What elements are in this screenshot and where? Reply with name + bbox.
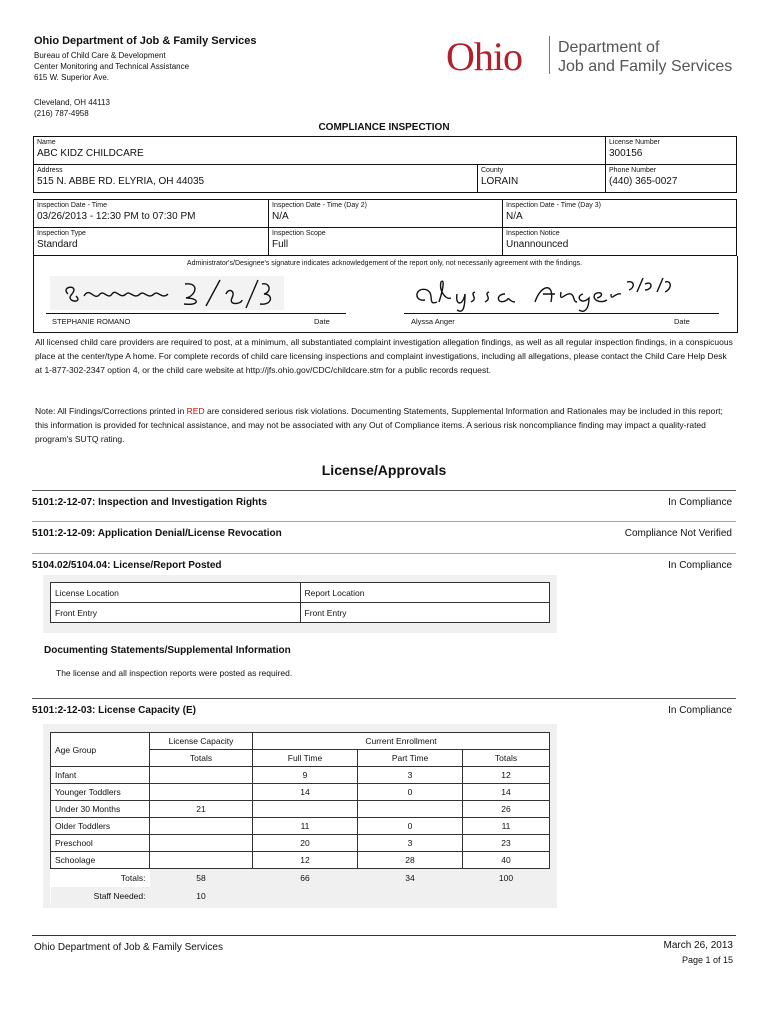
table-header: Full Time — [253, 750, 358, 767]
note-text-post: are considered serious risk violations. Documenting Statements, Supplemental Information and Rationales may be included in this report; this information is provided for technical assistance, and may not be associated with any Out of Compliance items. A serious risk noncompliance finding may impact a quality-rated program's SUTQ rating. — [35, 406, 723, 444]
table-header: Age Group — [51, 733, 150, 767]
table-cell: 11 — [253, 818, 358, 835]
table-header: Report Location — [300, 583, 550, 603]
facility-county: LORAIN — [481, 176, 519, 187]
header-line-2: Center Monitoring and Technical Assistance — [34, 62, 190, 71]
signature-anger — [405, 272, 680, 316]
note-text-pre: Note: All Findings/Corrections printed in — [35, 406, 187, 416]
document-title: COMPLIANCE INSPECTION — [318, 122, 450, 133]
rule-divider — [32, 698, 736, 699]
inspection-notice: Unannounced — [506, 239, 569, 250]
signature-romano — [50, 272, 290, 316]
logo-dept-line-1: Department of — [558, 39, 660, 56]
table-row — [51, 784, 550, 801]
totals-row — [51, 869, 550, 888]
acknowledgement-text: Administrator's/Designee's signature indicates acknowledgement of the report only, not necessarily agreement with the findings. — [186, 260, 583, 267]
table-header: License Location — [51, 583, 301, 603]
inspection-scope: Full — [272, 239, 289, 250]
signature-line-2 — [404, 313, 719, 314]
table-header: Part Time — [358, 750, 463, 767]
table-row — [51, 767, 550, 784]
facility-name: ABC KIDZ CHILDCARE — [37, 148, 144, 159]
header-phone: (216) 787-4958 — [34, 109, 89, 118]
page-number: Page 1 of 15 — [681, 955, 733, 965]
rule-status: In Compliance — [668, 497, 732, 508]
table-cell: Front Entry — [51, 603, 301, 623]
facility-address: 515 N. ABBE RD. ELYRIA, OH 44035 — [37, 176, 205, 187]
table-cell: 3 — [358, 767, 463, 784]
table-cell: 11 — [463, 818, 550, 835]
rule-status: In Compliance — [668, 705, 732, 716]
table-cell: 12 — [253, 852, 358, 869]
table-header: Current Enrollment — [253, 733, 550, 750]
table-row — [51, 852, 550, 869]
inspection-date: 03/26/2013 - 12:30 PM to 07:30 PM — [37, 211, 196, 222]
inspection-date3-cell — [503, 200, 737, 228]
table-cell: 14 — [463, 784, 550, 801]
license-number-cell — [606, 137, 737, 165]
signer-1-name: STEPHANIE ROMANO — [52, 317, 131, 326]
rule-status: In Compliance — [668, 560, 732, 571]
address-label: Address — [37, 167, 63, 174]
name-label: Name — [37, 139, 56, 146]
agency-title: Ohio Department of Job & Family Services — [34, 35, 257, 47]
table-cell: Front Entry — [300, 603, 550, 623]
table-cell: 0 — [358, 784, 463, 801]
table-cell: 21 — [150, 801, 253, 818]
inspection-type: Standard — [37, 239, 78, 250]
inspection-notice-cell — [503, 228, 737, 256]
logo-ohio-wordmark: Ohio — [446, 34, 522, 79]
county-label: County — [481, 167, 504, 174]
phone-cell — [606, 165, 737, 193]
table-cell — [253, 887, 358, 905]
documenting-statements-title: Documenting Statements/Supplemental Information — [44, 645, 291, 656]
table-cell: Under 30 Months — [51, 801, 150, 818]
license-label: License Number — [609, 139, 660, 146]
table-cell — [358, 801, 463, 818]
table-header: Totals — [463, 750, 550, 767]
logo-divider — [549, 36, 550, 74]
table-header: License Capacity — [150, 733, 253, 750]
license-number: 300156 — [609, 148, 643, 159]
footer-divider — [32, 935, 736, 936]
facility-table — [33, 136, 737, 193]
table-cell: 23 — [463, 835, 550, 852]
table-cell: 26 — [463, 801, 550, 818]
table-cell — [358, 887, 463, 905]
inspection-date3: N/A — [506, 211, 523, 222]
inspection-date2-label: Inspection Date - Time (Day 2) — [272, 202, 367, 209]
footer-agency: Ohio Department of Job & Family Services — [34, 942, 223, 953]
signer-2-date-label: Date — [674, 317, 690, 326]
table-cell: 100 — [463, 869, 550, 888]
documenting-statements-text: The license and all inspection reports were posted as required. — [56, 668, 293, 678]
table-cell: 3 — [358, 835, 463, 852]
posted-table — [50, 582, 550, 623]
rule-name: 5104.02/5104.04: License/Report Posted — [32, 560, 222, 571]
signer-1-date-label: Date — [314, 317, 330, 326]
signer-2-name: Alyssa Anger — [411, 317, 455, 326]
table-cell — [150, 852, 253, 869]
table-header: Totals — [150, 750, 253, 767]
rule-name: 5101:2-12-03: License Capacity (E) — [32, 705, 196, 716]
inspection-date2-cell — [269, 200, 503, 228]
inspection-date2: N/A — [272, 211, 289, 222]
rule-name: 5101:2-12-07: Inspection and Investigation Rights — [32, 497, 268, 508]
table-row — [51, 835, 550, 852]
inspection-date3-label: Inspection Date - Time (Day 3) — [506, 202, 601, 209]
header-city: Cleveland, OH 44113 — [34, 98, 110, 107]
facility-phone: (440) 365-0027 — [609, 176, 678, 187]
inspection-table — [33, 199, 737, 256]
table-row — [51, 818, 550, 835]
table-cell: Preschool — [51, 835, 150, 852]
table-cell — [463, 887, 550, 905]
staff-needed-value: 10 — [150, 887, 253, 905]
table-cell: 40 — [463, 852, 550, 869]
table-cell: 66 — [253, 869, 358, 888]
table-cell: 0 — [358, 818, 463, 835]
table-cell: Infant — [51, 767, 150, 784]
header-line-3: 615 W. Superior Ave. — [34, 73, 110, 82]
rule-status: Compliance Not Verified — [624, 528, 732, 539]
table-cell: 9 — [253, 767, 358, 784]
note-red-word: RED — [186, 406, 205, 416]
inspection-type-label: Inspection Type — [37, 230, 86, 237]
inspection-type-cell — [34, 228, 269, 256]
inspection-date-label: Inspection Date - Time — [37, 202, 108, 209]
inspection-notice-label: Inspection Notice — [506, 230, 560, 237]
table-cell: 28 — [358, 852, 463, 869]
table-cell: Younger Toddlers — [51, 784, 150, 801]
signature-line-1 — [46, 313, 346, 314]
inspection-scope-label: Inspection Scope — [272, 230, 326, 237]
table-row — [51, 801, 550, 818]
footer-date: March 26, 2013 — [663, 940, 733, 951]
facility-name-cell — [34, 137, 606, 165]
totals-label: Totals: — [120, 873, 146, 883]
header-line-1: Bureau of Child Care & Development — [34, 51, 166, 60]
table-cell: Schoolage — [51, 852, 150, 869]
table-cell: 20 — [253, 835, 358, 852]
table-cell: 58 — [150, 869, 253, 888]
logo-dept-line-2: Job and Family Services — [558, 58, 733, 75]
table-cell — [150, 818, 253, 835]
capacity-table — [50, 732, 550, 905]
inspection-date-cell — [34, 200, 269, 228]
rule-divider — [32, 490, 736, 491]
staff-needed-label: Staff Needed: — [51, 887, 150, 905]
odjfs-logo — [446, 33, 746, 83]
county-cell — [478, 165, 606, 193]
serious-risk-note — [35, 404, 735, 446]
table-cell — [150, 767, 253, 784]
inspection-scope-cell — [269, 228, 503, 256]
phone-label: Phone Number — [609, 167, 657, 174]
table-cell — [253, 801, 358, 818]
table-cell: 12 — [463, 767, 550, 784]
table-cell: Older Toddlers — [51, 818, 150, 835]
table-cell — [150, 784, 253, 801]
table-cell — [150, 835, 253, 852]
section-title: License/Approvals — [321, 462, 447, 478]
table-cell: 34 — [358, 869, 463, 888]
rule-divider — [32, 553, 736, 554]
table-cell: 14 — [253, 784, 358, 801]
posting-requirements-text: All licensed child care providers are required to post, at a minimum, all substantiated complaint investigation allegation findings, as well as all regular inspection findings, in a conspicuous place at the center/type A home. For complete records of child care licensing inspections and complaint investigations, including all allegations, please contact the Child Care Help Desk at 1-877-302-2347 option 4, or the child care website at http://jfs.ohio.gov/CDC/childcare.stm for a public records request. — [35, 337, 733, 375]
address-cell — [34, 165, 478, 193]
rule-divider — [32, 521, 736, 522]
rule-name: 5101:2-12-09: Application Denial/License Revocation — [32, 528, 282, 539]
logo-department-text — [558, 38, 732, 76]
staff-row — [51, 887, 550, 905]
